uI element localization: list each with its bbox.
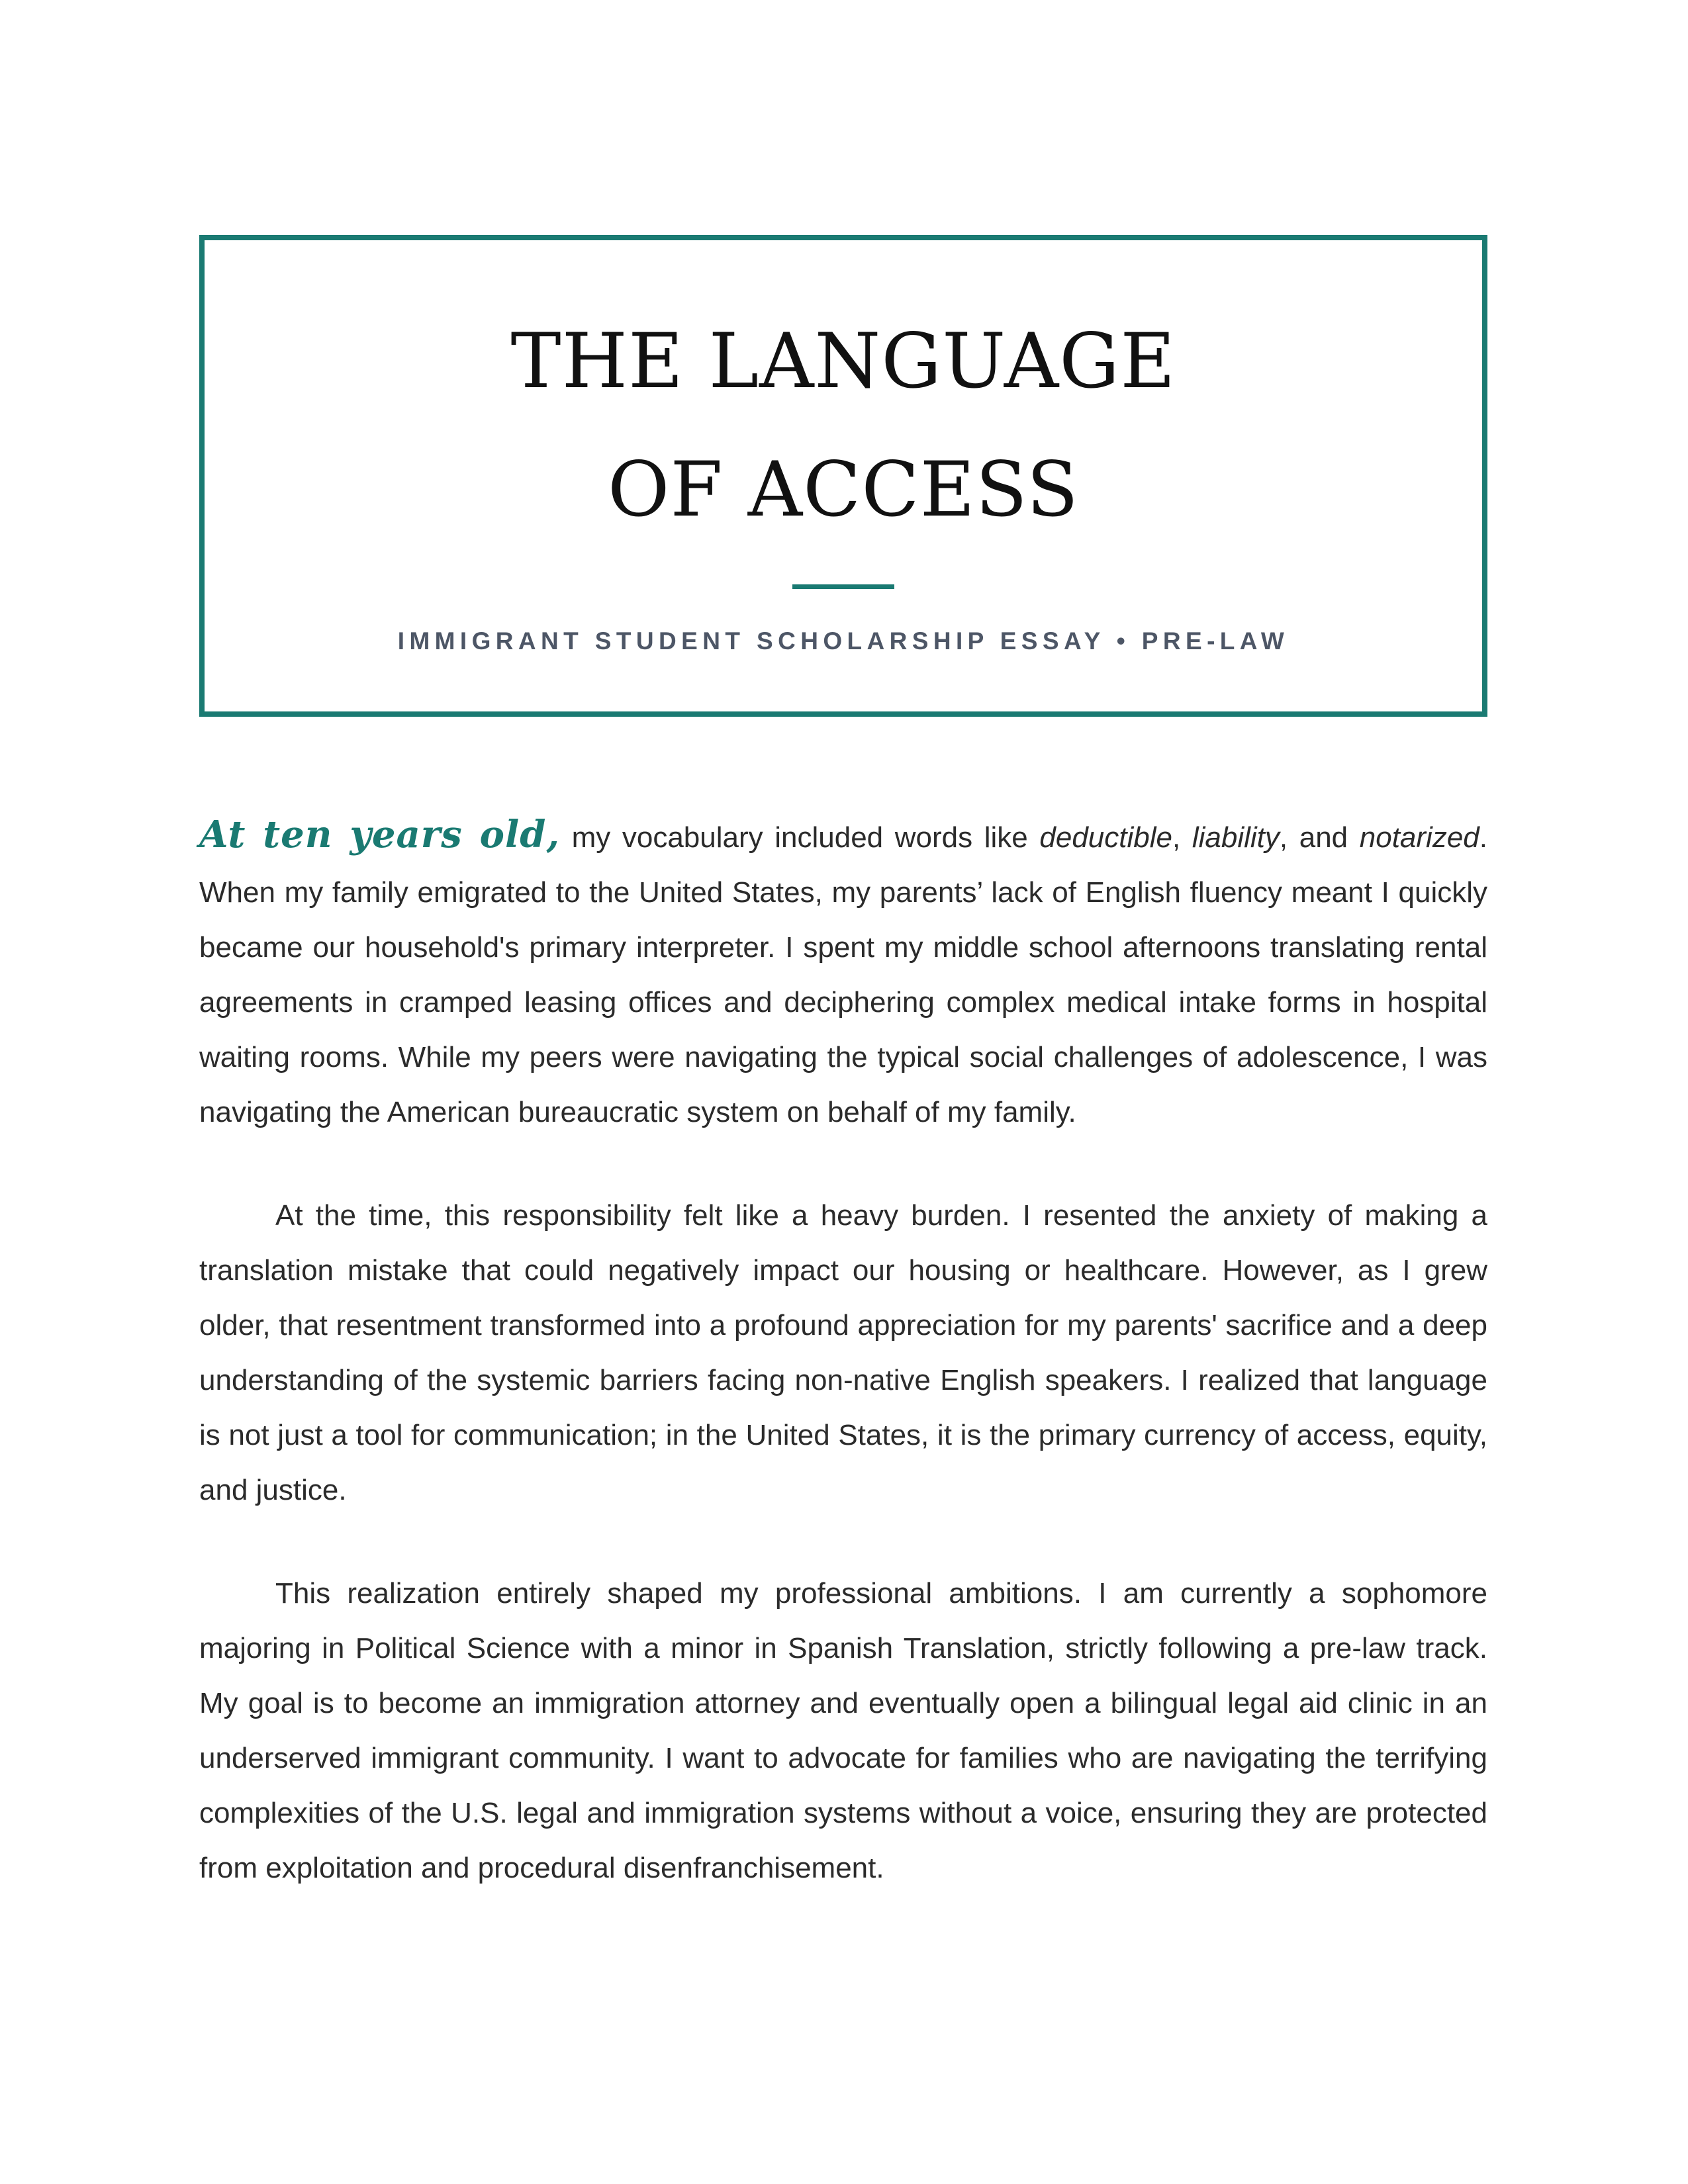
paragraph-1 bbox=[199, 807, 1487, 1140]
paragraph-2: At the time, this responsibility felt like a heavy burden. I resented the anxiety of making a translation mistake that could negatively impact our housing or healthcare. However, as I grew older, that resentment transformed into a profound appreciation for my parents' sacrifice and a deep understanding of the systemic barriers facing non-native English speakers. I realized that language is not just a tool for communication; in the United States, it is the primary currency of access, equity, and justice. bbox=[199, 1199, 1487, 1506]
subtitle: IMMIGRANT STUDENT SCHOLARSHIP ESSAY • PRE-LAW bbox=[397, 627, 1289, 655]
title-box bbox=[199, 235, 1487, 717]
term-liability: liability bbox=[1192, 821, 1280, 854]
paragraph-1-text-a: my vocabulary included words like bbox=[559, 821, 1040, 854]
title-line-2: OF ACCESS bbox=[608, 445, 1079, 533]
paragraph-3: This realization entirely shaped my professional ambitions. I am currently a sophomore majoring in Political Science with a minor in Spanish Translation, strictly following a pre-law track. My goal is to become an immigration attorney and eventually open a bilingual legal aid clinic in an underserved immigrant community. I want to advocate for families who are navigating the terrifying complexities of the U.S. legal and immigration systems without a voice, ensuring they are protected from exploitation and procedural disenfranchisement. bbox=[199, 1577, 1487, 1884]
term-notarized: notarized bbox=[1359, 821, 1479, 854]
paragraph-1-text-b: , bbox=[1172, 821, 1192, 854]
lead-in: At ten years old, bbox=[199, 813, 560, 856]
paragraph-1-text-c: , and bbox=[1279, 821, 1360, 854]
essay-body bbox=[199, 807, 1487, 1944]
term-deductible: deductible bbox=[1039, 821, 1172, 854]
paragraph-1-text-d: . When my family emigrated to the United States, my parents’ lack of English fluency meant I quickly became our household's primary interpreter. I spent my middle school afternoons translating rental agreements in cramped leasing offices and deciphering complex medical intake forms in hospital waiting rooms. While my peers were navigating the typical social challenges of adolescence, I was navigating the American bureaucratic system on behalf of my family. bbox=[199, 821, 1488, 1128]
title-divider bbox=[792, 584, 894, 589]
title-line-1: THE LANGUAGE bbox=[510, 317, 1176, 405]
